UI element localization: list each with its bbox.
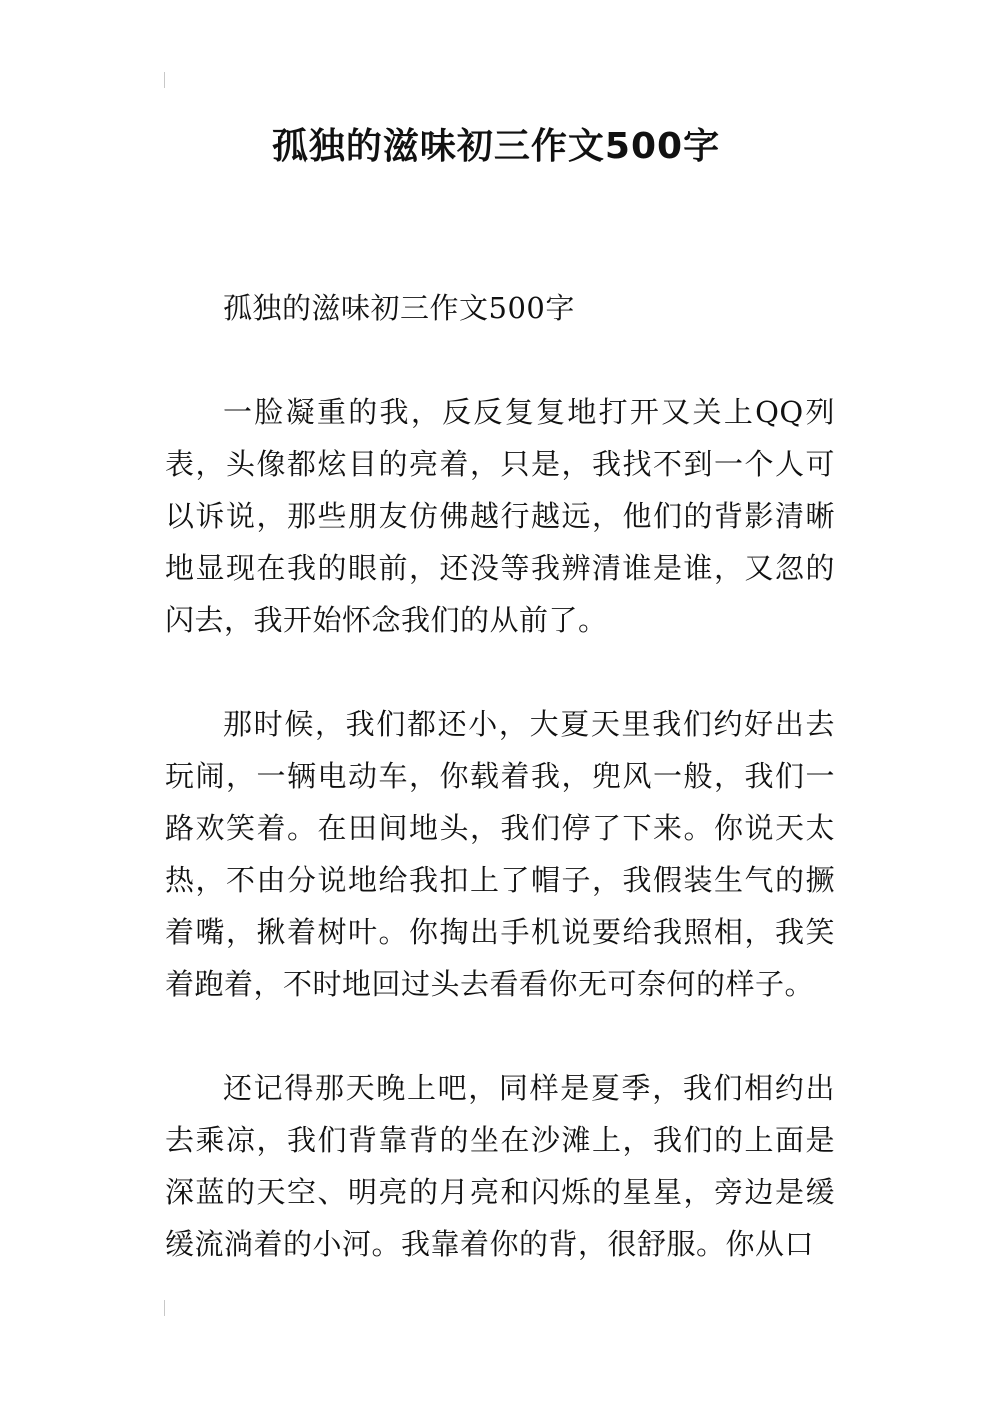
page-corner-mark-bottom	[164, 1300, 165, 1316]
document-title: 孤独的滋味初三作文500字	[271, 126, 721, 167]
document-body	[165, 282, 835, 1322]
page-corner-mark-top	[164, 72, 165, 88]
paragraph-1: 一脸凝重的我，反反复复地打开又关上QQ列表，头像都炫目的亮着，只是，我找不到一个人可以诉说，那些朋友仿佛越行越远，他们的背影清晰地显现在我的眼前，还没等我辨清谁是谁，又忽的闪去，我开始怀念我们的从前了。	[165, 395, 835, 637]
subtitle-paragraph: 孤独的滋味初三作文500字	[223, 291, 575, 325]
paragraph-3: 还记得那天晚上吧，同样是夏季，我们相约出去乘凉，我们背靠背的坐在沙滩上，我们的上面是深蓝的天空、明亮的月亮和闪烁的星星，旁边是缓缓流淌着的小河。我靠着你的背，很舒服。你从口	[165, 1071, 835, 1261]
paragraph-2: 那时候，我们都还小，大夏天里我们约好出去玩闹，一辆电动车，你载着我，兜风一般，我们一路欢笑着。在田间地头，我们停了下来。你说天太热，不由分说地给我扣上了帽子，我假装生气的撅着嘴，揪着树叶。你掏出手机说要给我照相，我笑着跑着，不时地回过头去看看你无可奈何的样子。	[165, 707, 835, 1001]
